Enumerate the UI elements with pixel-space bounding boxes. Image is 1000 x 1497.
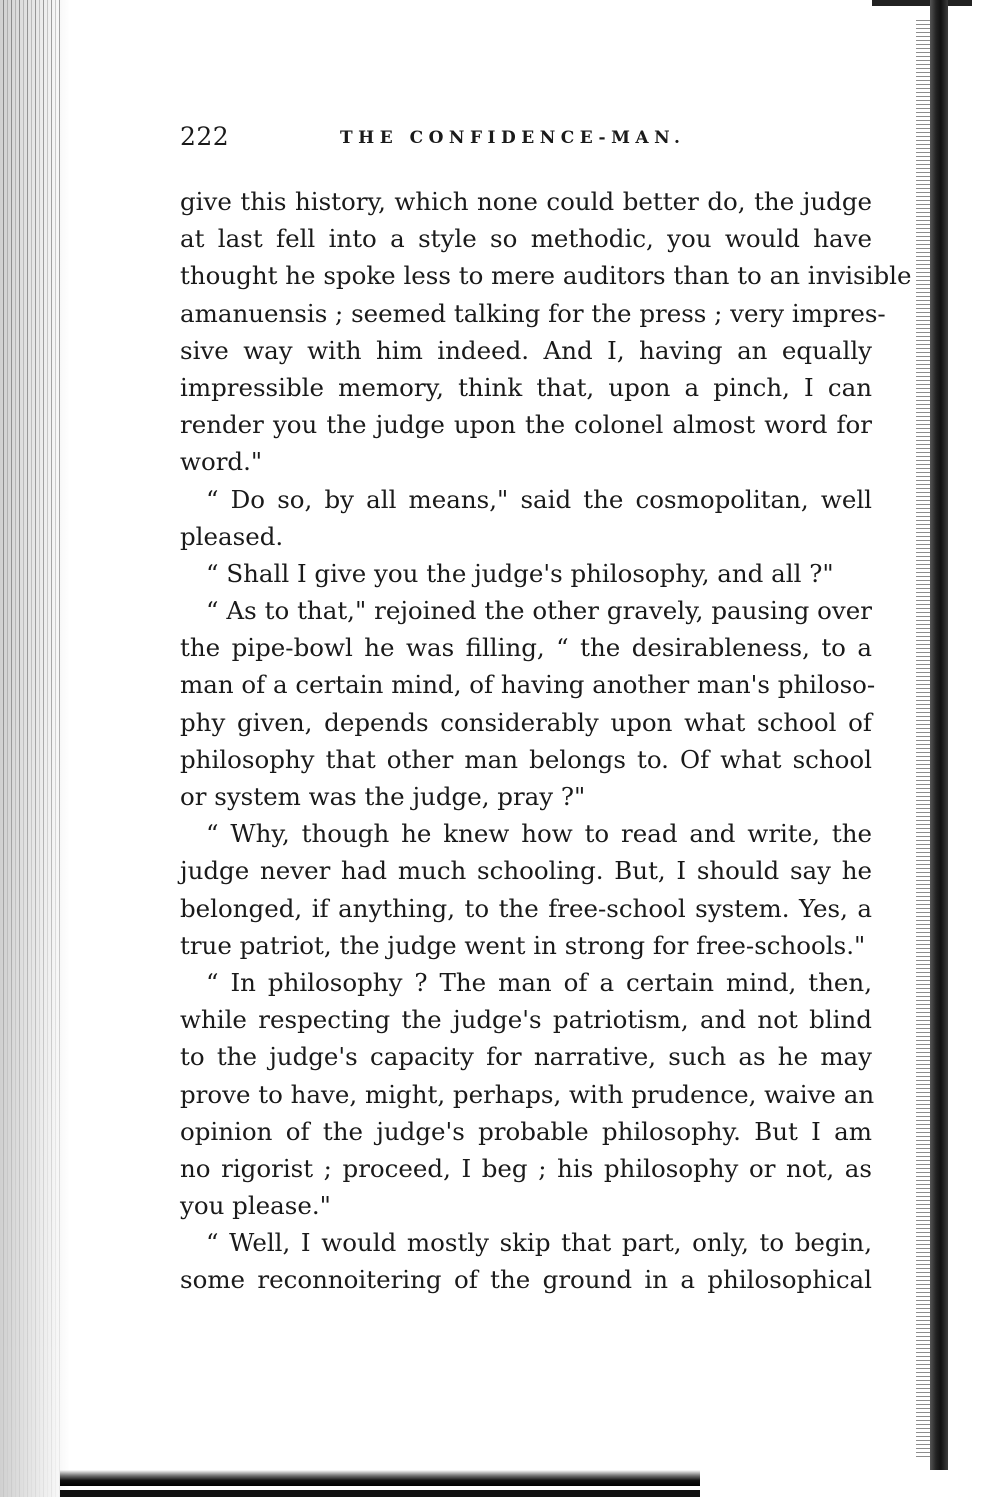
text-line: thought he spoke less to mere auditors than to an invisible — [180, 261, 912, 291]
body-text — [180, 183, 912, 1299]
text-line: impressible memory, think that, upon a pinch, I can — [180, 372, 872, 402]
text-line: “ In philosophy ? The man of a certain mind, then, — [206, 967, 872, 997]
binding-gutter — [0, 0, 62, 1497]
text-line: phy given, depends considerably upon what school of — [180, 707, 872, 737]
page-header — [180, 122, 872, 162]
text-line: sive way with him indeed. And I, having an equally — [180, 335, 872, 365]
text-line: render you the judge upon the colonel almost word for — [180, 410, 872, 440]
text-line: while respecting the judge's patriotism, and not blind — [180, 1005, 872, 1035]
text-line: “ Shall I give you the judge's philosophy, and all ?" — [206, 558, 834, 588]
text-line: man of a certain mind, of having another man's philoso- — [180, 670, 876, 700]
text-line: opinion of the judge's probable philosophy. But I am — [180, 1116, 872, 1146]
text-line: “ Why, though he knew how to read and write, the — [206, 819, 872, 849]
text-line: to the judge's capacity for narrative, such as he may — [180, 1042, 872, 1072]
text-line: give this history, which none could better do, the judge — [180, 187, 872, 216]
text-line: you please." — [180, 1191, 331, 1221]
bottom-edge — [60, 1490, 700, 1497]
text-line: prove to have, might, perhaps, with prudence, waive an — [180, 1079, 875, 1109]
text-line: “ As to that," rejoined the other gravely, pausing over — [206, 596, 872, 626]
text-line: pleased. — [180, 521, 284, 551]
page-edge-stipple — [916, 20, 930, 1460]
text-line: no rigorist ; proceed, I beg ; his philosophy or not, as — [180, 1153, 872, 1183]
text-line: or system was the judge, pray ?" — [180, 782, 586, 811]
text-line: judge never had much schooling. But, I should say he — [180, 856, 872, 886]
text-line: philosophy that other man belongs to. Of what school — [180, 744, 872, 774]
text-line: “ Do so, by all means," said the cosmopolitan, well — [206, 484, 872, 514]
page-edge-top — [872, 0, 972, 6]
page-edge — [930, 0, 948, 1470]
text-line: belonged, if anything, to the free-school system. Yes, a — [180, 893, 872, 923]
bottom-shadow — [60, 1470, 700, 1486]
text-line: the pipe-bowl he was filling, “ the desirableness, to a — [180, 633, 872, 663]
text-line: at last fell into a style so methodic, you would have — [180, 224, 872, 254]
text-line: true patriot, the judge went in strong for free-schools." — [180, 930, 866, 960]
text-line: some reconnoitering of the ground in a philosophical — [180, 1265, 872, 1295]
running-title: THE CONFIDENCE-MAN. — [340, 128, 686, 148]
page-number: 222 — [180, 122, 230, 151]
text-line: “ Well, I would mostly skip that part, only, to begin, — [206, 1228, 872, 1258]
text-line: word." — [180, 447, 263, 477]
text-line: amanuensis ; seemed talking for the press ; very impres- — [180, 298, 886, 328]
